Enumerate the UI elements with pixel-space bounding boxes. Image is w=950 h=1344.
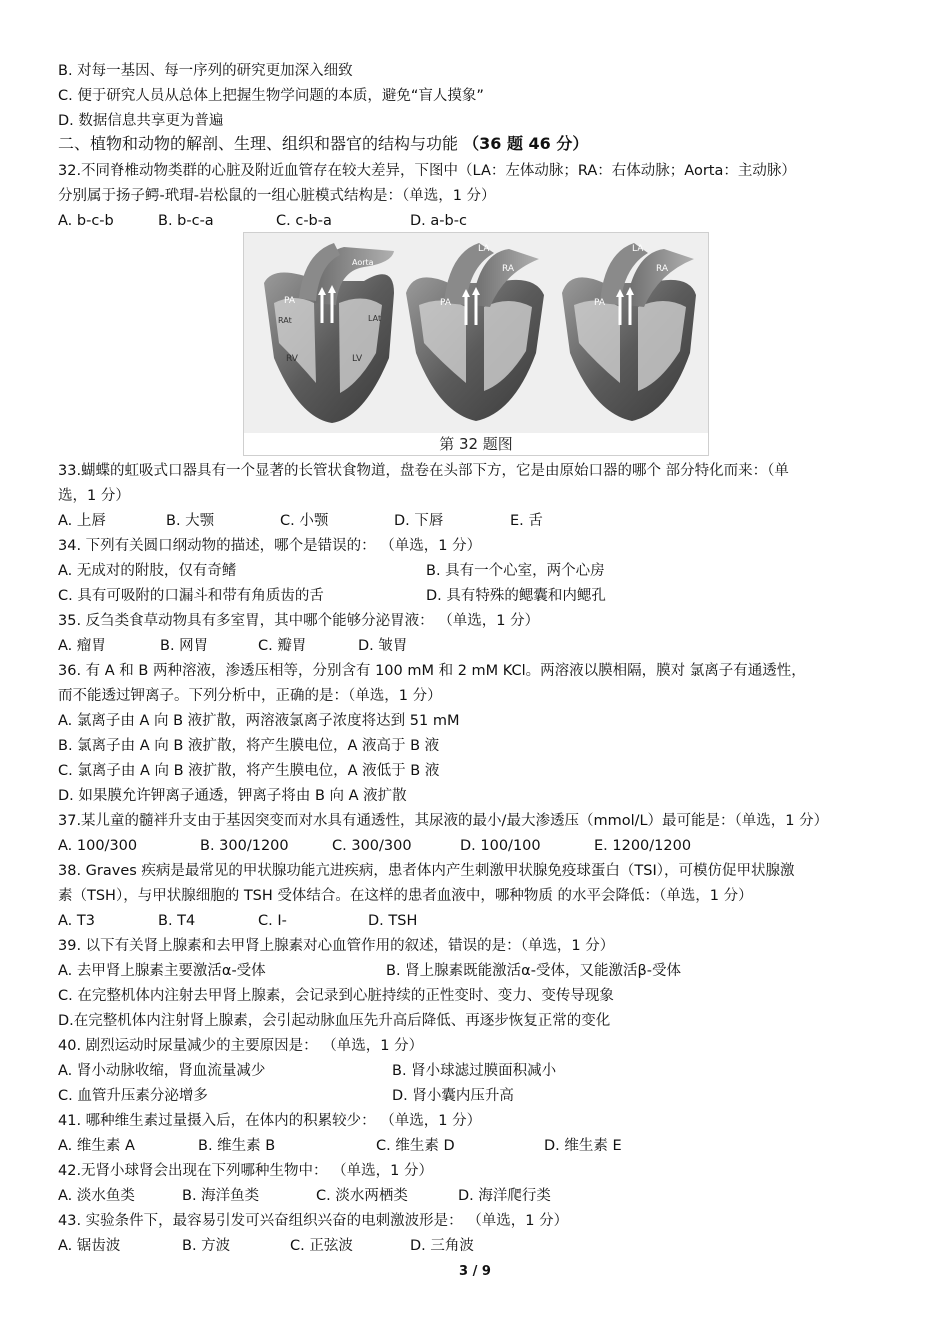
- question-33-cont: 选，1 分）: [58, 488, 130, 504]
- heart-diagrams: [244, 233, 708, 433]
- label-RA: RA: [656, 264, 669, 274]
- label-PA: PA: [594, 298, 606, 308]
- option: C. I-: [258, 913, 287, 929]
- option: A. 上唇: [58, 513, 106, 529]
- option: B. 方波: [182, 1238, 231, 1254]
- option: D. 三角波: [410, 1238, 474, 1254]
- option: C. 正弦波: [290, 1238, 353, 1254]
- label-PA: PA: [440, 298, 452, 308]
- option: B. T4: [158, 913, 196, 929]
- option: A. 肾小动脉收缩，肾血流量减少: [58, 1063, 266, 1079]
- option: C. 300/300: [332, 838, 412, 854]
- option: B. 网胃: [160, 638, 209, 654]
- option: E. 舌: [510, 513, 543, 529]
- option: C. c-b-a: [276, 213, 332, 229]
- option: D. 海洋爬行类: [458, 1188, 551, 1204]
- question-43: 43. 实验条件下，最容易引发可兴奋组织兴奋的电刺激波形是： （单选，1 分）: [58, 1213, 569, 1229]
- option: D. 100/100: [460, 838, 541, 854]
- question-36: 36. 有 A 和 B 两种溶液，渗透压相等，分别含有 100 mM 和 2 mM KCl。两溶液以膜相隔，膜对 氯离子有通透性，: [58, 663, 806, 679]
- question-36-cont: 而不能透过钾离子。下列分析中，正确的是：（单选，1 分）: [58, 688, 442, 704]
- option: A. 氯离子由 A 向 B 液扩散，两溶液氯离子浓度将达到 51 mM: [58, 713, 460, 729]
- option: E. 1200/1200: [594, 838, 692, 854]
- question-38-cont: 素（TSH），与甲状腺细胞的 TSH 受体结合。在这样的患者血液中，哪种物质 的水平会降低：（单选，1 分）: [58, 888, 753, 904]
- option-line: C. 便于研究人员从总体上把握生物学问题的本质，避免“盲人摸象”: [58, 88, 484, 104]
- option: A. 淡水鱼类: [58, 1188, 135, 1204]
- option: D. 如果膜允许钾离子通透，钾离子将由 B 向 A 液扩散: [58, 788, 407, 804]
- option-line: D. 数据信息共享更为普遍: [58, 113, 224, 129]
- label-Aorta: Aorta: [352, 258, 374, 267]
- label-LV: LV: [352, 354, 363, 364]
- option: A. 维生素 A: [58, 1138, 135, 1154]
- option: D. 具有特殊的鳃囊和内鳃孔: [426, 588, 606, 604]
- question-35: 35. 反刍类食草动物具有多室胃，其中哪个能够分泌胃液： （单选，1 分）: [58, 613, 540, 629]
- question-38: 38. Graves 疾病是最常见的甲状腺功能亢进疾病，患者体内产生刺激甲状腺免疫球蛋白（TSI），可模仿促甲状腺激: [58, 863, 795, 879]
- option: B. 肾上腺素既能激活α-受体，又能激活β-受体: [386, 963, 681, 979]
- label-PA: PA: [284, 296, 296, 306]
- option: B. 维生素 B: [198, 1138, 276, 1154]
- option: D. a-b-c: [410, 213, 467, 229]
- label-LA: LA: [478, 244, 490, 254]
- label-RAt: RAt: [278, 316, 292, 325]
- option: A. 去甲肾上腺素主要激活α-受体: [58, 963, 266, 979]
- option: D. 皱胃: [358, 638, 408, 654]
- figure-caption: 第 32 题图: [439, 435, 513, 453]
- page-number: 3 / 9: [459, 1264, 491, 1279]
- option: B. b-c-a: [158, 213, 214, 229]
- option-line: B. 对每一基因、每一序列的研究更加深入细致: [58, 63, 353, 79]
- question-41: 41. 哪种维生素过量摄入后，在体内的积累较少： （单选，1 分）: [58, 1113, 482, 1129]
- section-title: 二、植物和动物的解剖、生理、组织和器官的结构与功能: [58, 134, 459, 153]
- option: C. 血管升压素分泌增多: [58, 1088, 208, 1104]
- label-RA: RA: [502, 264, 515, 274]
- label-RV: RV: [286, 354, 298, 364]
- option: D.在完整机体内注射肾上腺素，会引起动脉血压先升高后降低、再逐步恢复正常的变化: [58, 1013, 611, 1029]
- section-heading: [58, 134, 588, 154]
- option: B. 肾小球滤过膜面积减小: [392, 1063, 557, 1079]
- option: C. 在完整机体内注射去甲肾上腺素，会记录到心脏持续的正性变时、变力、变传导现象: [58, 988, 614, 1004]
- label-LAt: LAt: [368, 314, 382, 323]
- option: A. 瘤胃: [58, 638, 106, 654]
- option: B. 具有一个心室，两个心房: [426, 563, 605, 579]
- option: A. T3: [58, 913, 95, 929]
- option: A. 100/300: [58, 838, 138, 854]
- option: C. 氯离子由 A 向 B 液扩散，将产生膜电位，A 液低于 B 液: [58, 763, 440, 779]
- question-34: 34. 下列有关圆口纲动物的描述，哪个是错误的： （单选，1 分）: [58, 538, 482, 554]
- option: C. 瓣胃: [258, 638, 307, 654]
- question-42: 42.无肾小球肾会出现在下列哪种生物中： （单选，1 分）: [58, 1163, 434, 1179]
- option: B. 大颚: [166, 513, 215, 529]
- section-count: （36 题 46 分）: [463, 134, 589, 153]
- question-39: 39. 以下有关肾上腺素和去甲肾上腺素对心血管作用的叙述，错误的是：（单选，1 分）: [58, 938, 615, 954]
- option: C. 维生素 D: [376, 1138, 455, 1154]
- label-LA: LA: [632, 244, 644, 254]
- option: D. 肾小囊内压升高: [392, 1088, 514, 1104]
- option: A. 无成对的附肢，仅有奇鳍: [58, 563, 237, 579]
- option: C. 小颚: [280, 513, 329, 529]
- option: D. 下唇: [394, 513, 444, 529]
- option: D. 维生素 E: [544, 1138, 622, 1154]
- option: B. 海洋鱼类: [182, 1188, 260, 1204]
- heart-figure: [243, 232, 709, 456]
- question-33: 33.蝴蝶的虹吸式口器具有一个显著的长管状食物道，盘卷在头部下方，它是由原始口器的哪个 部分特化而来：（单: [58, 463, 789, 479]
- option: A. b-c-b: [58, 213, 114, 229]
- option: B. 氯离子由 A 向 B 液扩散，将产生膜电位，A 液高于 B 液: [58, 738, 440, 754]
- question-32-cont: 分别属于扬子鳄-玳瑁-岩松鼠的一组心脏模式结构是：（单选，1 分）: [58, 188, 496, 204]
- question-37: 37.某儿童的髓袢升支由于基因突变而对水具有通透性，其尿液的最小/最大渗透压（mmol/L）最可能是：（单选，1 分）: [58, 813, 829, 829]
- option: B. 300/1200: [200, 838, 289, 854]
- question-40: 40. 剧烈运动时尿量减少的主要原因是： （单选，1 分）: [58, 1038, 424, 1054]
- option: A. 锯齿波: [58, 1238, 121, 1254]
- option: C. 具有可吸附的口漏斗和带有角质齿的舌: [58, 588, 324, 604]
- option: C. 淡水两栖类: [316, 1188, 408, 1204]
- option: D. TSH: [368, 913, 418, 929]
- question-32: 32.不同脊椎动物类群的心脏及附近血管存在较大差异，下图中（LA：左体动脉；RA：右体动脉；Aorta：主动脉）: [58, 163, 796, 179]
